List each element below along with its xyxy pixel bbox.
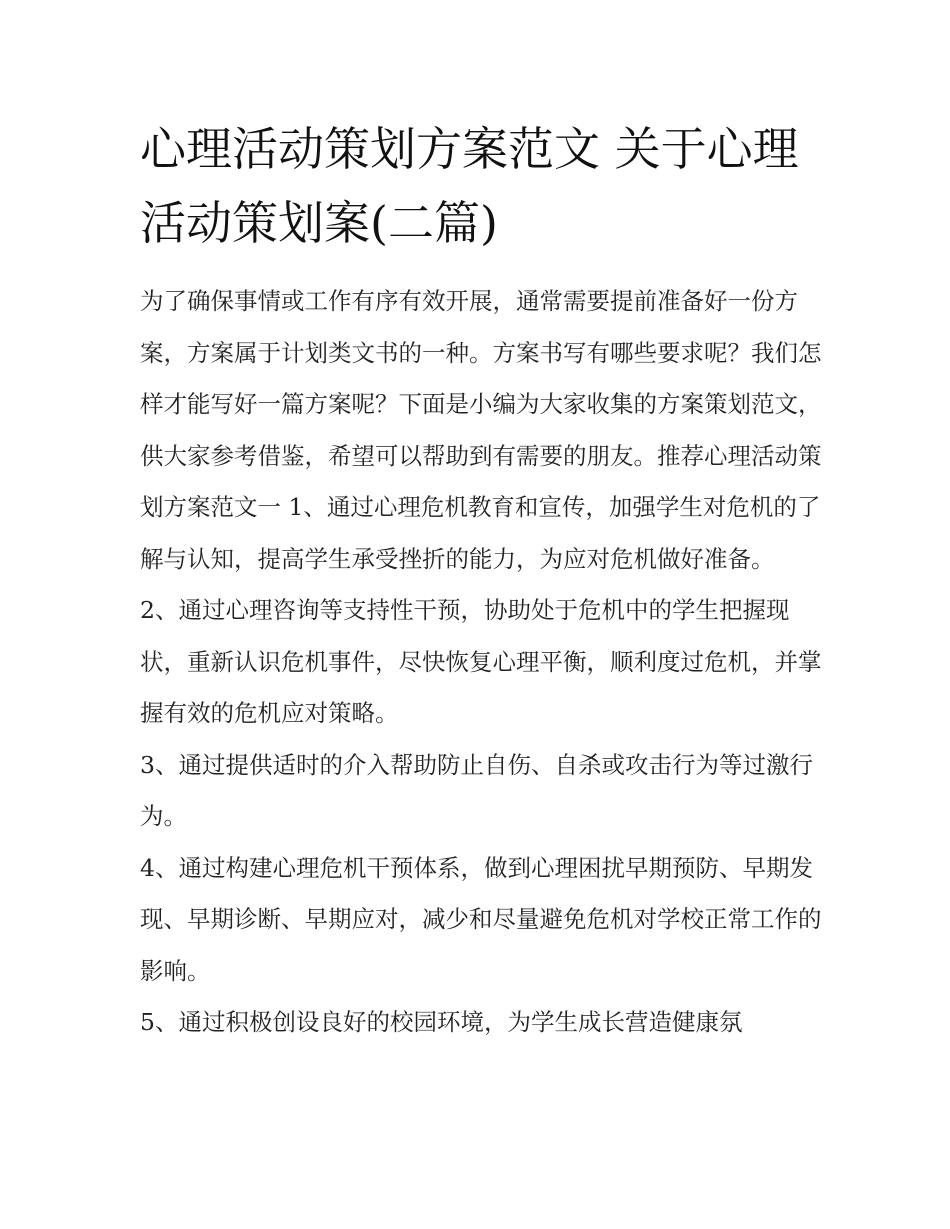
goal-paragraph-5: 5、通过积极创设良好的校园环境，为学生成长营造健康氛 [140,1008,743,1036]
goal-paragraph-2: 2、通过心理咨询等支持性干预，协助处于危机中的学生把握现状，重新认识危机事件，尽快恢复心理平衡，顺利度过危机，并掌握有效的危机应对策略。 [140,596,822,727]
goal-paragraph-4: 4、通过构建心理危机干预体系，做到心理困扰早期预防、早期发现、早期诊断、早期应对，减少和尽量避免危机对学校正常工作的影响。 [140,853,822,985]
intro-paragraph: 为了确保事情或工作有序有效开展，通常需要提前准备好一份方案，方案属于计划类文书的一种。方案书写有哪些要求呢？我们怎样才能写好一篇方案呢？下面是小编为大家收集的方案策划范文，供大家参考借鉴，希望可以帮助到有需要的朋友。推荐心理活动策划方案范文一 1、通过心理危机教育和宣传，加强学生对危机的了解与认知，提高学生承受挫折的能力，为应对危机做好准备。 [140,287,822,573]
document-body [140,276,830,1049]
document-title: 心理活动策划方案范文 关于心理活动策划案(二篇) [140,122,799,250]
goal-paragraph-3: 3、通过提供适时的介入帮助防止自伤、自杀或攻击行为等过激行为。 [140,750,813,830]
